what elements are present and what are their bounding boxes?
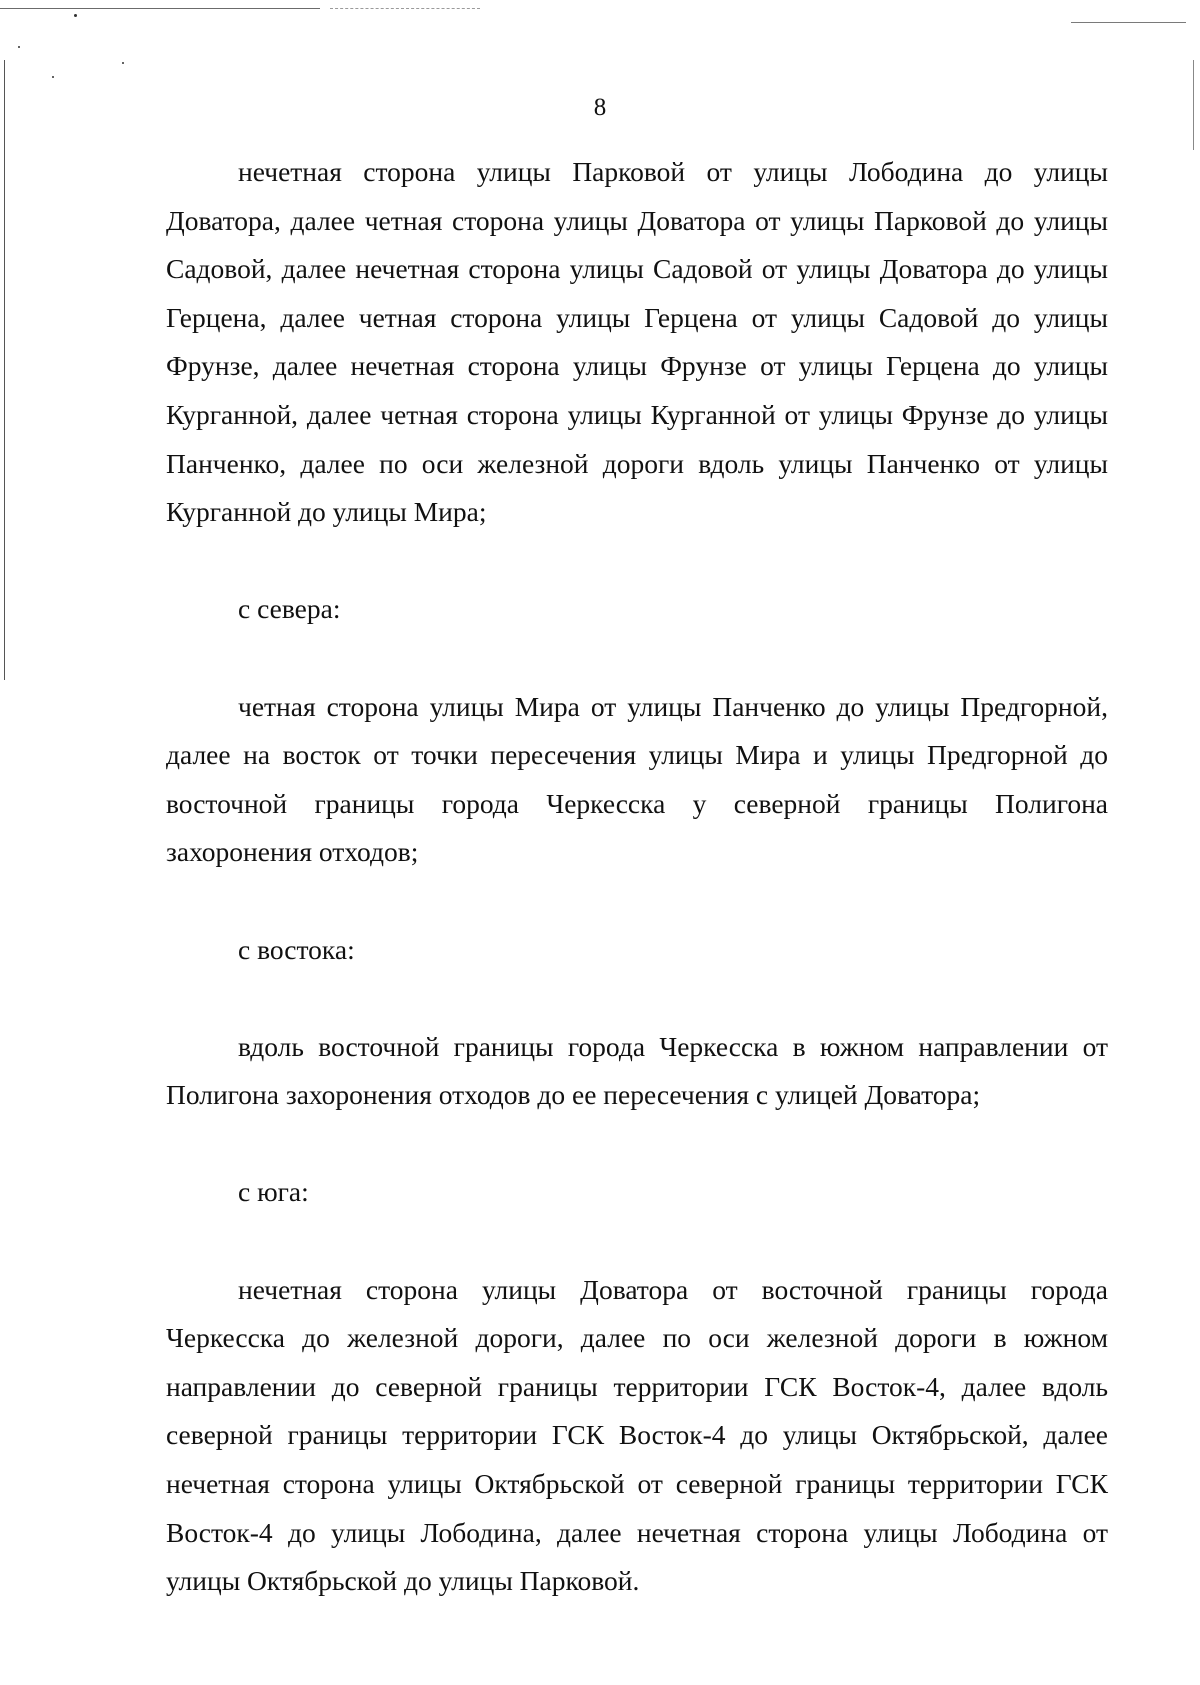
paragraph-north-boundary: четная сторона улицы Мира от улицы Панченко до улицы Предгорной, далее на восток от точки пересечения улицы Мира и улицы Предгорной до восточной границы города Черкесска у северной границы Полигона захоронения отходов; [166,690,1108,868]
scan-artifact-line [1071,22,1186,23]
page-number: 8 [593,94,607,121]
heading-north: с севера: [238,593,341,625]
scan-speck [74,14,77,17]
heading-south: с юга: [238,1176,309,1208]
heading-east: с востока: [238,933,355,965]
paragraph-south-boundary: нечетная сторона улицы Доватора от восточной границы города Черкесска до железной дороги, далее по оси железной дороги в южном направлении до северной границы территории ГСК Восток-4, далее вдоль северной границы территории ГСК Восток-4 до улицы Октябрьской, далее нечетная сторона улицы Октябрьской от северной границы территории ГСК Восток-4 до улицы Лободина, далее нечетная сторона улицы Лободина от улицы Октябрьской до улицы Парковой. [166,1273,1108,1597]
scan-artifact-line [0,8,320,9]
scan-speck [52,76,54,78]
scan-speck [18,46,20,48]
paragraph-west-boundary: нечетная сторона улицы Парковой от улицы Лободина до улицы Доватора, далее четная сторона улицы Доватора от улицы Парковой до улицы Садовой, далее нечетная сторона улицы Садовой от улицы Доватора до улицы Герцена, далее четная сторона улицы Герцена от улицы Садовой до улицы Фрунзе, далее нечетная сторона улицы Фрунзе от улицы Герцена до улицы Курганной, далее четная сторона улицы Курганной от улицы Фрунзе до улицы Панченко, далее по оси железной дороги вдоль улицы Панченко от улицы Курганной до улицы Мира; [166,156,1108,528]
scan-speck [122,62,124,64]
scan-artifact-edge [4,60,5,680]
document-body [166,148,1108,1606]
paragraph-east-boundary: вдоль восточной границы города Черкесска в южном направлении от Полигона захоронения отходов до ее пересечения с улицей Доватора; [166,1030,1108,1111]
scan-artifact-line [330,8,480,9]
